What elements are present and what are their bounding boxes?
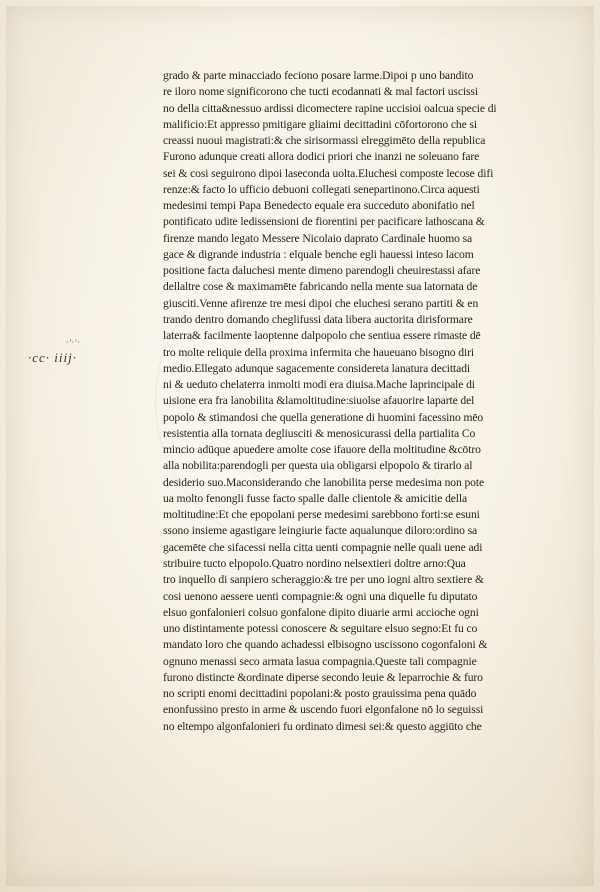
text-line: uisione era fra lanobilita &lamoltitudine:siuolse afauorire laparte del [163, 394, 475, 408]
text-line: sei & cosi seguirono dipoi laseconda uolta.Eluchesi composte lecose difi [163, 166, 494, 180]
text-line: ognuno menassi seco armata lasua compagnia.Queste tali compagnie [163, 654, 477, 668]
folio-mark: ·'·'· [66, 338, 81, 347]
text-line: firenze mando legato Messere Nicolaio daprato Cardinale huomo sa [163, 231, 473, 245]
text-line: mincio adūque apuedere amolte cose ifauore della moltitudine &cōtro [163, 443, 481, 457]
text-line: malificio:Et appresso pmitigare gliaimi decittadini cōfortorono che si [163, 117, 477, 131]
text-line: creassi nuoui magistrati:& che sirisormassi elreggimēto della republica [163, 134, 486, 148]
folio-number: ·cc· iiij· [28, 350, 77, 365]
text-line: ssono insieme agastigare leingiurie facte aqualunque diloro:ordino sa [163, 524, 478, 538]
text-line: gace & digrande industria : elquale benche egli hauessi inteso lacom [163, 247, 474, 261]
text-line: medesimi tempi Papa Benedecto equale era succeduto abonifatio nel [163, 199, 475, 213]
text-line: cosi uenono aessere uenti compagnie:& ogni una diquelle fu diputato [163, 589, 478, 603]
text-line: no scripti enomi decittadini popolani:& posto grauissima pena quādo [163, 687, 477, 701]
text-line: dellaltre cose & maximamēte fabricando nella mente sua latornata de [163, 280, 478, 294]
folio-marginal-note [28, 338, 98, 374]
text-line: ua molto fenongli fusse facto spalle dalle clientole & amicitie della [163, 491, 468, 505]
text-line: popolo & stimandosi che quella generatione di huomini facessino mēo [163, 410, 484, 424]
text-line: tro inquello di sanpiero scheraggio:& tre per uno iogni altro sextiere & [163, 573, 484, 587]
text-line: renze:& facto lo ufficio debuoni collegati senepartinono.Circa aquesti [163, 182, 480, 196]
text-line: enonfussino presto in arme & uscendo fuori elgonfalone nō lo seguissi [163, 703, 484, 717]
text-line: tro molte reliquie della proxima infermita che haueuano bisogno diri [163, 345, 474, 359]
text-line: resistentia alla tornata degliusciti & menosicurassi della partialita Co [163, 426, 476, 440]
text-line: grado & parte minacciado feciono posare larme.Dipoi p uno bandito [163, 69, 474, 82]
text-line: uno distintamente potessi conoscere & seguitare elsuo segno:Et fu co [163, 622, 478, 636]
body-text [163, 68, 545, 735]
text-line: giusciti.Venne afirenze tre mesi dipoi che eluchesi serano partiti & en [163, 296, 479, 310]
text-line: no della citta&nessuo ardissi dicomectere rapine uccisioi oalcua specie di [163, 101, 497, 115]
text-line: no eltempo algonfalonieri fu ordinato dimesi sei:& questo aggiūto che [163, 719, 482, 733]
text-line: ni & ueduto chelaterra inmolti modi era diuisa.Mache laprincipale di [163, 378, 475, 392]
text-line: pontificato udite ledissensioni de fiorentini per pacificare lathoscana & [163, 215, 485, 229]
text-line: Furono adunque creati allora dodici priori che inanzi ne soleuano fare [163, 150, 480, 164]
text-line: moltitudine:Et che epopolani perse medesimi sarebbono forti:se esuni [163, 508, 480, 522]
text-line: gacemēte che sifacessi nella citta uenti compagnie nelle quali uene adi [163, 540, 483, 554]
text-line: laterra& facilmente laoptenne dalpopolo che sentiua essere rimaste dē [163, 329, 481, 343]
text-line: elsuo gonfalonieri colsuo gonfalone dipito diuarie armi accioche ogni [163, 605, 479, 619]
text-line: re iloro nome significorono che tucti ecodannati & mal factori uscissi [163, 85, 478, 99]
text-line: furono distincte &ordinate diperse secondo leuie & leparrochie & furo [163, 670, 483, 684]
text-line: medio.Ellegato adunque sagacemente considereta lanatura decittadi [163, 361, 471, 375]
text-line: mandato loro che quando achadessi elbisogno uscissono cogonfaloni & [163, 638, 488, 652]
text-line: positione facta daluchesi mente dimeno parendogli cheuirestassi afare [163, 264, 481, 278]
text-line: stribuire tucto elpopolo.Quatro nordino nelsextieri doltre arno:Qua [163, 556, 466, 570]
text-line: desiderio suo.Maconsiderando che lanobilita perse medesima non pote [163, 475, 485, 489]
text-line: trando dentro domando cheglifussi data libera auctorita dirisformare [163, 312, 473, 326]
text-line: alla nobilita:parendogli per questa uia obligarsi elpopolo & tirarlo al [163, 459, 473, 473]
